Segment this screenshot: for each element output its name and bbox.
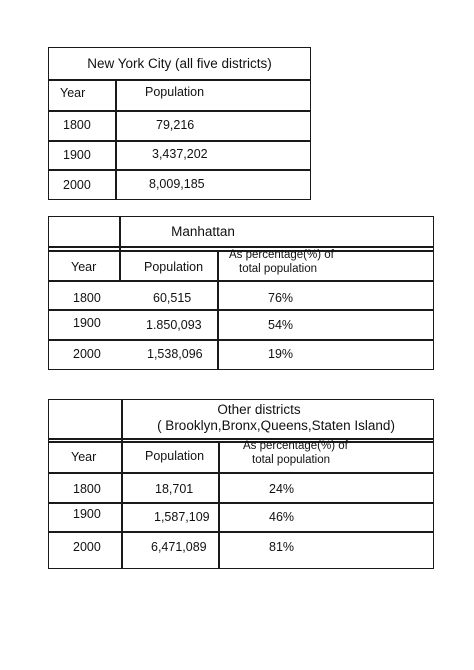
manhattan-population-cell: 1.850,093 [146, 318, 202, 332]
manhattan-table-title: Manhattan [171, 224, 235, 239]
other-header-population: Population [145, 449, 205, 463]
nyc-population-cell: 8,009,185 [149, 177, 205, 191]
nyc-population-cell: 3,437,202 [152, 147, 208, 161]
other-year-cell: 2000 [73, 540, 101, 554]
other-percentage-cell: 24% [269, 482, 295, 496]
other-header-divider [49, 441, 433, 443]
other-row-divider [49, 502, 433, 504]
manhattan-row-divider [49, 309, 433, 311]
manhattan-year-cell: 2000 [73, 347, 101, 361]
other-column-divider [218, 441, 220, 568]
other-header-percentage: As percentage(%) of [243, 440, 348, 452]
nyc-year-cell: 2000 [63, 178, 91, 192]
manhattan-column-divider [217, 250, 219, 369]
manhattan-year-cell: 1900 [73, 316, 101, 330]
nyc-row-divider [49, 140, 310, 142]
nyc-year-cell: 1800 [63, 118, 91, 132]
manhattan-row-divider [49, 280, 433, 282]
other-population-cell: 6,471,089 [151, 540, 207, 554]
nyc-table-title: New York City (all five districts) [87, 56, 272, 71]
other-percentage-cell: 46% [269, 510, 295, 524]
other-table-subtitle: ( Brooklyn,Bronx,Queens,Staten Island) [157, 418, 395, 433]
other-row-divider [49, 472, 433, 474]
manhattan-header-percentage: As percentage(%) of [229, 249, 334, 261]
nyc-table [48, 47, 311, 200]
nyc-header-year: Year [60, 86, 86, 100]
other-row-divider [49, 531, 433, 533]
manhattan-year-cell: 1800 [73, 291, 101, 305]
nyc-column-divider [115, 79, 117, 199]
nyc-row-divider [49, 169, 310, 171]
manhattan-percentage-cell: 76% [268, 291, 294, 305]
manhattan-header-population: Population [144, 260, 204, 274]
manhattan-population-cell: 1,538,096 [147, 347, 203, 361]
nyc-title-divider [49, 79, 310, 81]
other-year-cell: 1900 [73, 507, 101, 521]
other-population-cell: 1,587,109 [154, 510, 210, 524]
manhattan-percentage-cell: 54% [268, 318, 294, 332]
manhattan-title-divider [49, 246, 433, 248]
manhattan-header-percentage-line2: total population [239, 263, 318, 275]
manhattan-population-cell: 60,515 [153, 291, 192, 305]
other-year-cell: 1800 [73, 482, 101, 496]
other-table-title: Other districts [217, 402, 301, 417]
other-header-percentage-line2: total population [252, 454, 331, 466]
nyc-header-population: Population [145, 85, 205, 99]
manhattan-percentage-cell: 19% [268, 347, 294, 361]
nyc-population-cell: 79,216 [156, 118, 195, 132]
other-percentage-cell: 81% [269, 540, 295, 554]
other-districts-table [48, 399, 434, 569]
other-title-divider [49, 438, 433, 440]
nyc-year-cell: 1900 [63, 148, 91, 162]
other-header-year: Year [71, 450, 97, 464]
manhattan-table [48, 216, 434, 370]
manhattan-row-divider [49, 339, 433, 341]
other-population-cell: 18,701 [155, 482, 194, 496]
nyc-header-divider [49, 110, 310, 112]
manhattan-header-year: Year [71, 260, 97, 274]
